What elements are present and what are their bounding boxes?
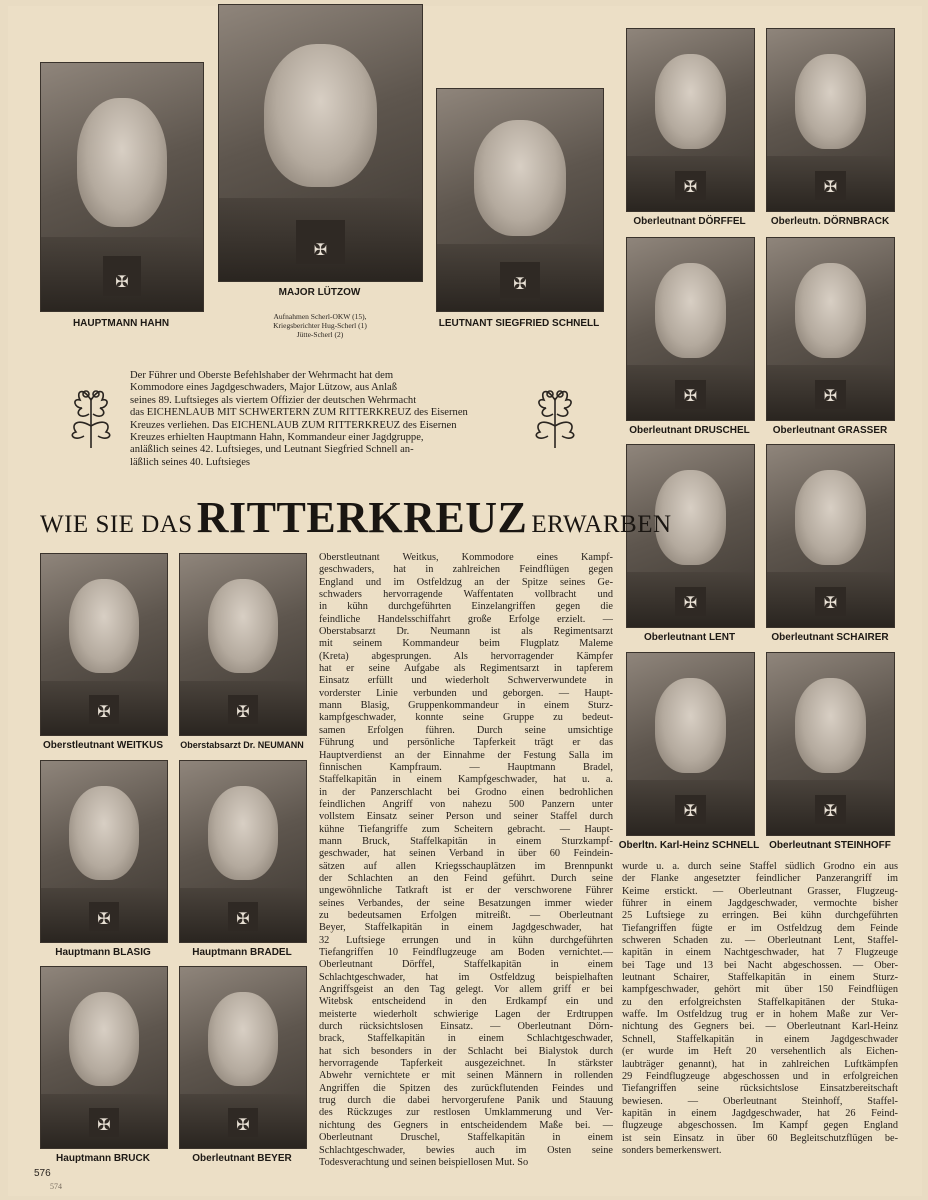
article-line: (er wurde im Heft 20 versehentlich als Eichen- (622, 1046, 898, 1058)
article-line: Todesverachtung und seinen beispiellosen Mut. So (319, 1156, 529, 1168)
article-line: mann Blasig, Gruppenkommandeur in einem Sturz- (319, 700, 613, 712)
portrait-weitkus (40, 553, 168, 736)
page-number-faint: 574 (50, 1182, 62, 1191)
article-column-2 (622, 861, 898, 1157)
article-line: hat sich besonders in der Schlacht bei Bialystok durch (319, 1045, 613, 1057)
article-line: wurde u. a. durch seine Staffel südlich Grodno ein aus (622, 861, 898, 872)
article-line: kühne Tiefangriffe zum Scheitern gebracht. — Haupt- (319, 823, 613, 835)
caption-lent: Oberleutnant LENT (643, 632, 736, 643)
portrait-hahn (40, 62, 204, 312)
caption-weitkus: Oberstleutnant WEITKUS (42, 740, 163, 751)
article-line: kampfgeschwader, konnte seine Gruppe zu bedeut- (319, 712, 613, 724)
article-line: hat er seine Aufgabe als Regimentsarzt in tapferem (319, 663, 613, 675)
knights-cross-icon: ✠ (823, 179, 838, 197)
article-line: vollstem Einsatz seiner Person und seiner Staffel durch (319, 811, 613, 823)
article-line: schweren Schaden zu. — Oberleutnant Lent, Staffel- (622, 935, 898, 947)
article-line: sonders bemerkenswert. (622, 1144, 722, 1156)
knights-cross-icon: ✠ (115, 274, 129, 292)
headline: WIE SIE DAS RITTERKREUZ ERWARBEN (40, 493, 672, 542)
article-line: nichtung des Gegners bei. — Oberleutnant Karl-Heinz (622, 1021, 898, 1033)
article-line: der Flanke angesetzter feindlicher Panzerangriff im (622, 873, 898, 885)
caption-luetzow: MAJOR LÜTZOW (278, 287, 361, 298)
article-line: in der Panzerschlacht bei Grodno einen bedrohlichen (319, 786, 613, 798)
article-line: zu bedeutsamen Erfolgen mitreißt. — Oberleutnant (319, 909, 613, 921)
knights-cross-icon: ✠ (97, 1116, 111, 1134)
article-line: laubträger genannt), hat in zahlreichen Luftkämpfen (622, 1058, 898, 1070)
article-line: nichtung des Gegners in entscheidendem Maße bei. — (319, 1119, 613, 1131)
article-line: samen Erfolgen führen. Durch seine umsichtige (319, 724, 613, 736)
article-line: Einsatz erfüllt und wiederholt Schwerverwundete in (319, 675, 613, 687)
portrait-doerffel (626, 28, 755, 212)
article-line: Tiefangriffen fügte er im Ostfeldzug dem Feinde (622, 922, 898, 934)
article-column-1 (319, 552, 613, 1169)
portrait-blasig (40, 760, 168, 943)
caption-bradel: Hauptmann BRADEL (192, 947, 292, 958)
portrait-druschel (626, 237, 755, 421)
article-line: Schlachtgeschwader, hat im Ostfeldzug beispielhaften (319, 971, 613, 983)
article-line: geschwaders, hat in zahlreichen Feindflügen gegen (319, 564, 613, 576)
article-line: hervorragende Tapferkeit ausgezeichnet. In stärkster (319, 1058, 613, 1070)
article-line: 32 Luftsiege errungen und in kühn durchgeführten (319, 934, 613, 946)
article-line: Oberstleutnant Weitkus, Kommodore eines Kampf- (319, 552, 613, 563)
article-line: finnischen Kampfraum. — Hauptmann Bradel, (319, 761, 613, 773)
knights-cross-icon: ✠ (236, 703, 250, 721)
portrait-grasser (766, 237, 895, 421)
article-line: feindliche Handelsschiffahrt große Erfolge erzielt. — (319, 613, 613, 625)
knights-cross-icon: ✠ (823, 388, 838, 406)
article-line: Oberleutnant Druschel, Staffelkapitän in einem (319, 1132, 613, 1144)
article-line: mann Bruck, Staffelkapitän in einem Sturzkampf- (319, 835, 613, 847)
oak-leaves-icon (62, 378, 120, 450)
article-line: Keime erstickt. — Oberleutnant Grasser, Flugzeug- (622, 885, 898, 897)
article-line: bei Tage und 13 bei Nacht abgeschossen. — Ober- (622, 959, 898, 971)
caption-karl-heinz-schnell: Oberltn. Karl-Heinz SCHNELL (618, 840, 760, 851)
knights-cross-icon: ✠ (683, 595, 698, 613)
knights-cross-icon: ✠ (97, 910, 111, 928)
knights-cross-icon: ✠ (236, 910, 250, 928)
article-line: Beyer, Staffelkapitän in einem Jagdgeschwader, hat (319, 922, 613, 934)
article-line: Tiefangriffen seine rücksichtslose Einsatzbereitschaft (622, 1083, 898, 1095)
portrait-siegfried-schnell (436, 88, 604, 312)
article-line: Hauptverdienst an der Einnahme der Festung Salla im (319, 749, 613, 761)
caption-blasig: Hauptmann BLASIG (55, 947, 151, 958)
caption-grasser: Oberleutnant GRASSER (772, 425, 888, 436)
knights-cross-icon: ✠ (97, 703, 111, 721)
article-line: brack, Staffelkapitän in einem Schlachtgeschwader, (319, 1033, 613, 1045)
knights-cross-icon: ✠ (823, 595, 838, 613)
article-line: Schnell, Staffelkapitän in einem Jagdgeschwader (622, 1033, 898, 1045)
article-line: Staffelkapitän in einem Kampfgeschwader, hat u. a. (319, 774, 613, 786)
portrait-neumann (179, 553, 307, 736)
article-line: schwaders hervorragende Waffentaten vollbracht und (319, 589, 613, 601)
article-line: geschwader, hat seinen Verband in über 60 Feindein- (319, 848, 613, 860)
article-line: Führung und persönliche Tapferkeit trägt er das (319, 737, 613, 749)
article-line: bewiesen. — Oberleutnant Steinhoff, Staffel- (622, 1095, 898, 1107)
article-line: kapitän in einem Jagdgeschwader, hat 26 Feind- (622, 1107, 898, 1119)
knights-cross-icon: ✠ (683, 803, 698, 821)
caption-schairer: Oberleutnant SCHAIRER (771, 632, 889, 643)
article-line: der Schlachten an den Feind geführt. Durch seine (319, 872, 613, 884)
article-line: durch rücksichtslosen Einsatz. — Oberleutnant Dörn- (319, 1021, 613, 1033)
article-line: feindlichen Angriff von nahezu 500 Panzern unter (319, 798, 613, 810)
article-line: seines Verbandes, der seine Besatzungen immer wieder (319, 897, 613, 909)
photo-credits: Aufnahmen Scherl-OKW (15), Kriegsberichter Hug-Scherl (1) Jütte-Scherl (2) (273, 312, 367, 339)
knights-cross-icon: ✠ (683, 179, 698, 197)
article-line: flugzeuge abgeschossen. Im Kampf gegen England (622, 1120, 898, 1132)
article-line: mit seinem Kommandeur beim Flugplatz Maleme (319, 638, 613, 650)
article-line: in kühn durchgeführten Einzelangriffen gegen die (319, 601, 613, 613)
caption-hahn: HAUPTMANN HAHN (72, 318, 170, 329)
article-line: des Rückzuges zur restlosen Umklammerung und Ver- (319, 1107, 613, 1119)
portrait-beyer (179, 966, 307, 1149)
article-line: ist sein Einsatz in über 60 Begleitschutzflügen be- (622, 1132, 898, 1144)
caption-bruck: Hauptmann BRUCK (56, 1153, 150, 1164)
article-line: vorderster Linie verbunden und geborgen. — Haupt- (319, 687, 613, 699)
article-line: führer in einem Jagdgeschwader, vermochte bisher (622, 898, 898, 910)
article-line: zu den erfolgreichsten Staffelkapitänen der Stuka- (622, 996, 898, 1008)
article-line: (Kreta) abgesprungen. Als hervorragender Kämpfer (319, 650, 613, 662)
article-line: Oberleutnant Dörffel, Staffelkapitän in einem (319, 959, 613, 971)
article-line: 29 Feindflugzeuge abgeschossen und in erfolgreichen (622, 1070, 898, 1082)
caption-doerffel: Oberleutnant DÖRFFEL (633, 216, 746, 227)
article-line: Witebsk entscheidend in den Erdkampf ein und (319, 996, 613, 1008)
article-line: Angriffen die Spitzen des zurückflutenden Feindes und (319, 1082, 613, 1094)
portrait-doernbrack (766, 28, 895, 212)
article-line: Oberstabsarzt Dr. Neumann ist als Regimentsarzt (319, 626, 613, 638)
knights-cross-icon: ✠ (313, 241, 328, 259)
caption-steinhoff: Oberleutnant STEINHOFF (769, 840, 891, 851)
portrait-schairer (766, 444, 895, 628)
article-line: kampfgeschwader, gehört mit über 150 Feindflügen (622, 984, 898, 996)
portrait-steinhoff (766, 652, 895, 836)
article-line: Schlachtgeschwader, bewies auch im Osten seine (319, 1144, 613, 1156)
page-number: 576 (34, 1168, 51, 1179)
knights-cross-icon: ✠ (236, 1116, 250, 1134)
article-line: sätzen auf allen Kriegsschauplätzen im Brennpunkt (319, 860, 613, 872)
portrait-luetzow (218, 4, 423, 282)
article-line: waffe. Im Ostfeldzug trug er in hohem Maße zur Ver- (622, 1009, 898, 1021)
knights-cross-icon: ✠ (823, 803, 838, 821)
knights-cross-icon: ✠ (513, 276, 527, 294)
intro-paragraph: Der Führer und Oberste Befehlshaber der Wehrmacht hat dem Kommodore eines Jagdgeschwaders, Major Lützow, aus Anlaß seines 89. Luftsieges als viertem Offizier der deutschen Wehrmacht das EICHENLAUB MIT SCHWERTERN ZUM RITTERKREUZ des Eisernen Kreuzes verliehen. Das EICHENLAUB ZUM RITTERKREUZ des Eisernen Kreuzes erhielten Hauptmann Hahn, Kommandeur einer Jagdgruppe, anläßlich seines 42. Luftsieges, und Leutnant Siegfried Schnell an- läßlich seines 40. Luftsieges (130, 370, 468, 468)
article-line: ungewöhnliche Tatkraft ist er der verschworene Führer (319, 885, 613, 897)
article-line: meisterte wiederholt schwierige Lagen der Erdtruppen (319, 1008, 613, 1020)
caption-beyer: Oberleutnant BEYER (192, 1153, 292, 1164)
article-line: trug durch die dabei hervorgerufene Panik und Stauung (319, 1095, 613, 1107)
caption-doernbrack: Oberleutn. DÖRNBRACK (770, 216, 890, 227)
portrait-karl-heinz-schnell (626, 652, 755, 836)
portrait-bradel (179, 760, 307, 943)
caption-siegfried-schnell: LEUTNANT SIEGFRIED SCHNELL (438, 318, 600, 329)
portrait-bruck (40, 966, 168, 1149)
caption-neumann: Oberstabsarzt Dr. NEUMANN (180, 740, 304, 750)
article-line: England und im Ostfeldzug an der Spitze seines Ge- (319, 576, 613, 588)
article-line: kapitän in einem Nachtgeschwader, hat 7 Flugzeuge (622, 947, 898, 959)
article-line: 25 Luftsiege zu erringen. Bei kühn durchgeführten (622, 910, 898, 922)
knights-cross-icon: ✠ (683, 388, 698, 406)
article-line: leutnant Schairer, Staffelkapitän in einem Sturz- (622, 972, 898, 984)
article-line: Tiefangriffen 10 Feindflugzeuge am Boden vernichtet.— (319, 947, 613, 958)
caption-druschel: Oberleutnant DRUSCHEL (629, 425, 750, 436)
article-line: Abwehr vernichtete er mit seinen Männern in rollenden (319, 1070, 613, 1082)
article-line: Angriffsgeist an den Tag gelegt. Vor allem griff er bei (319, 984, 613, 996)
